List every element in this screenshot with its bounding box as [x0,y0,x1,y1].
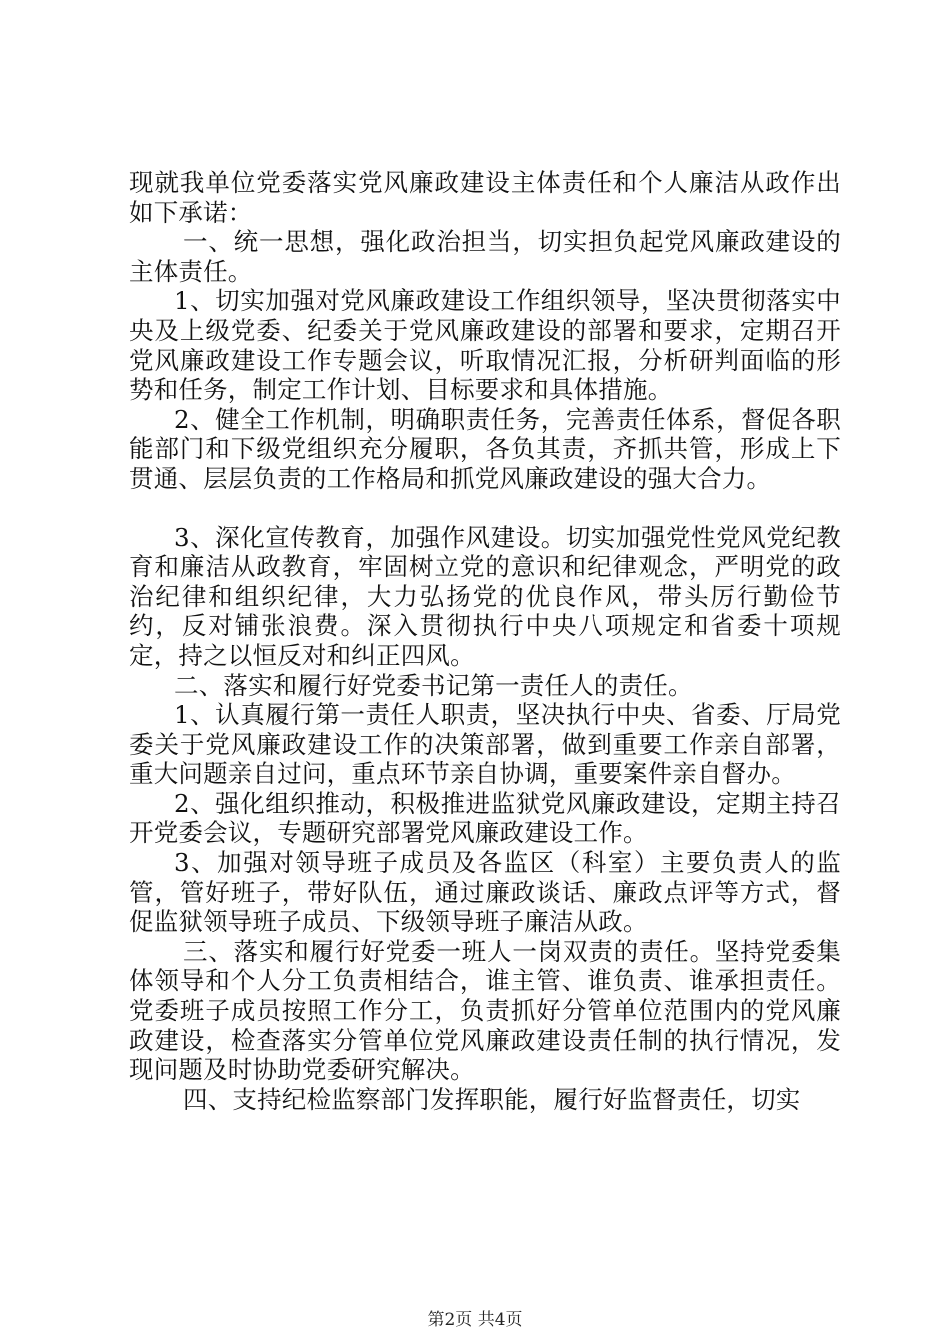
paragraph-item-2-1: 1、认真履行第一责任人职责，坚决执行中央、省委、厅局党委关于党风廉政建设工作的决策部署，做到重要工作亲自部署，重大问题亲自过问，重点环节亲自协调，重要案件亲自督办。 [129,700,841,789]
paragraph-item-1-3: 3、深化宣传教育，加强作风建设。切实加强党性党风党纪教育和廉洁从政教育，牢固树立党的意识和纪律观念，严明党的政治纪律和组织纪律，大力弘扬党的优良作风，带头厉行勤俭节约，反对铺张浪费。深入贯彻执行中央八项规定和省委十项规定，持之以恒反对和纠正四风。 [129,522,841,670]
paragraph-section-3: 三、落实和履行好党委一班人一岗双责的责任。坚持党委集体领导和个人分工负责相结合，谁主管、谁负责、谁承担责任。党委班子成员按照工作分工，负责抓好分管单位范围内的党风廉政建设，检查落实分管单位党风廉政建设责任制的执行情况，发现问题及时协助党委研究解决。 [129,936,841,1085]
page-number-footer: 第2页 共4页 [427,1310,523,1330]
paragraph-item-2-2: 2、强化组织推动，积极推进监狱党风廉政建设，定期主持召开党委会议，专题研究部署党风廉政建设工作。 [129,788,841,848]
paragraph-item-1-1: 1、切实加强对党风廉政建设工作组织领导，坚决贯彻落实中央及上级党委、纪委关于党风廉政建设的部署和要求，定期召开党风廉政建设工作专题会议，听取情况汇报，分析研判面临的形势和任务，制定工作计划、目标要求和具体措施。 [129,286,841,405]
paragraph-item-1-2: 2、健全工作机制，明确职责任务，完善责任体系，督促各职能部门和下级党组织充分履职，各负其责，齐抓共管，形成上下贯通、层层负责的工作格局和抓党风廉政建设的强大合力。 [129,404,841,493]
paragraph-section-1-heading: 一、统一思想，强化政治担当，切实担负起党风廉政建设的主体责任。 [129,227,841,286]
paragraph-section-4: 四、支持纪检监察部门发挥职能，履行好监督责任，切实 [183,1084,801,1114]
paragraph-section-2-heading: 二、落实和履行好党委书记第一责任人的责任。 [174,670,693,700]
document-body [129,168,841,1114]
paragraph-intro: 现就我单位党委落实党风廉政建设主体责任和个人廉洁从政作出如下承诺： [129,168,841,227]
paragraph-item-2-3: 3、加强对领导班子成员及各监区（科室）主要负责人的监管，管好班子，带好队伍，通过廉政谈话、廉政点评等方式，督促监狱领导班子成员、下级领导班子廉洁从政。 [129,848,841,937]
